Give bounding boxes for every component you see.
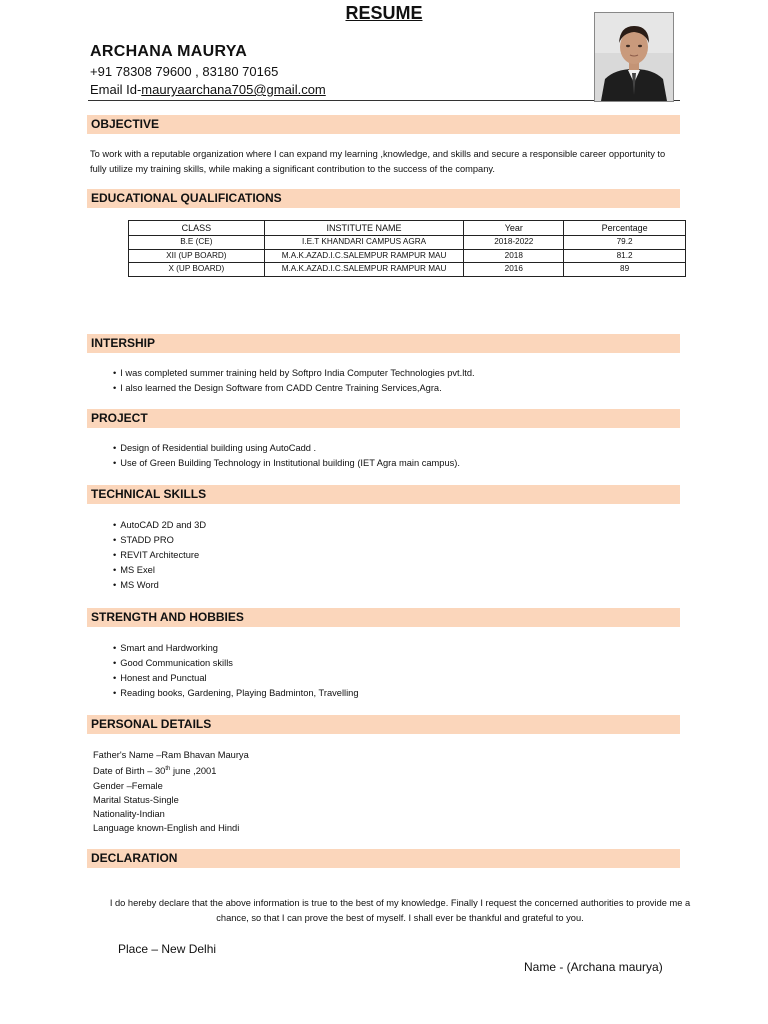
list-item: • Honest and Punctual [113,671,359,686]
cell-institute: M.A.K.AZAD.I.C.SALEMPUR RAMPUR MAU [264,263,464,277]
column-header-class: CLASS [129,221,265,236]
education-table [128,220,686,277]
declaration-text: I do hereby declare that the above information is true to the best of my knowledge. Finally I request the concerned authorities to provide me a chance, so that I can prove the best of myself. I shall ever be thankful and grateful to you. [109,898,691,923]
header-divider [88,100,680,101]
table-row [129,249,686,263]
column-header-institute: INSTITUTE NAME [264,221,464,236]
cell-percentage: 81.2 [564,249,686,263]
objective-heading: OBJECTIVE [87,115,680,134]
skills-heading: TECHNICAL SKILLS [87,485,680,504]
cell-year: 2018-2022 [464,236,564,250]
cell-institute: I.E.T KHANDARI CAMPUS AGRA [264,236,464,250]
table-row [129,263,686,277]
candidate-name: ARCHANA MAURYA [90,43,248,60]
dob-prefix: Date of Birth – 30 [93,766,166,777]
profile-photo-image [595,13,673,101]
table-header-row [129,221,686,236]
list-item: • Smart and Hardworking [113,641,359,656]
cell-class: B.E (CE) [129,236,265,250]
resume-title: RESUME [345,3,423,23]
cell-year: 2016 [464,263,564,277]
list-item: • Use of Green Building Technology in Institutional building (IET Agra main campus). [113,456,460,471]
list-item: • MS Word [113,578,206,593]
skills-list [113,518,206,593]
list-item: • Reading books, Gardening, Playing Badminton, Travelling [113,686,359,701]
languages: Language known-English and Hindi [93,823,240,834]
cell-percentage: 79.2 [564,236,686,250]
cell-class: XII (UP BOARD) [129,249,265,263]
internship-heading: INTERSHIP [87,334,680,353]
list-item: • Design of Residential building using AutoCadd . [113,441,460,456]
nationality: Nationality-Indian [93,808,165,819]
list-item: • AutoCAD 2D and 3D [113,518,206,533]
strengths-heading: STRENGTH AND HOBBIES [87,608,680,627]
project-list [113,441,460,471]
cell-year: 2018 [464,249,564,263]
date-of-birth [93,762,249,778]
phone-numbers: +91 78308 79600 , 83180 70165 [90,64,279,79]
education-heading: EDUCATIONAL QUALIFICATIONS [87,189,680,208]
column-header-year: Year [464,221,564,236]
personal-heading: PERSONAL DETAILS [87,715,680,734]
list-item: • STADD PRO [113,533,206,548]
project-heading: PROJECT [87,409,680,428]
cell-class: X (UP BOARD) [129,263,265,277]
email-line [90,82,326,97]
gender: Gender –Female [93,780,163,791]
dob-superscript: th [165,766,171,773]
father-name: Father's Name –Ram Bhavan Maurya [93,750,249,760]
marital-status: Marital Status-Single [93,794,179,805]
dob-suffix: june ,2001 [170,766,217,777]
signature-name: Name - (Archana maurya) [524,960,663,974]
table-row [129,236,686,250]
list-item: • Good Communication skills [113,656,359,671]
internship-list [113,366,475,396]
declaration-heading: DECLARATION [87,849,680,868]
email-label: Email Id- [90,82,142,97]
column-header-percentage: Percentage [564,221,686,236]
email-link[interactable]: mauryaarchana705@gmail.com [141,82,326,97]
personal-details [93,748,249,835]
profile-photo [594,12,674,102]
strengths-list [113,641,359,701]
cell-percentage: 89 [564,263,686,277]
objective-text: To work with a reputable organization where I can expand my learning ,knowledge, and skills and secure a responsible career opportunity to fully utilize my training skills, while making a significant contribution to the success of the company. [90,149,666,174]
place-line: Place – New Delhi [118,942,217,956]
list-item: • I was completed summer training held by Softpro India Computer Technologies pvt.ltd. [113,366,475,381]
cell-institute: M.A.K.AZAD.I.C.SALEMPUR RAMPUR MAU [264,249,464,263]
list-item: • I also learned the Design Software from CADD Centre Training Services,Agra. [113,381,475,396]
list-item: • MS Exel [113,563,206,578]
list-item: • REVIT Architecture [113,548,206,563]
